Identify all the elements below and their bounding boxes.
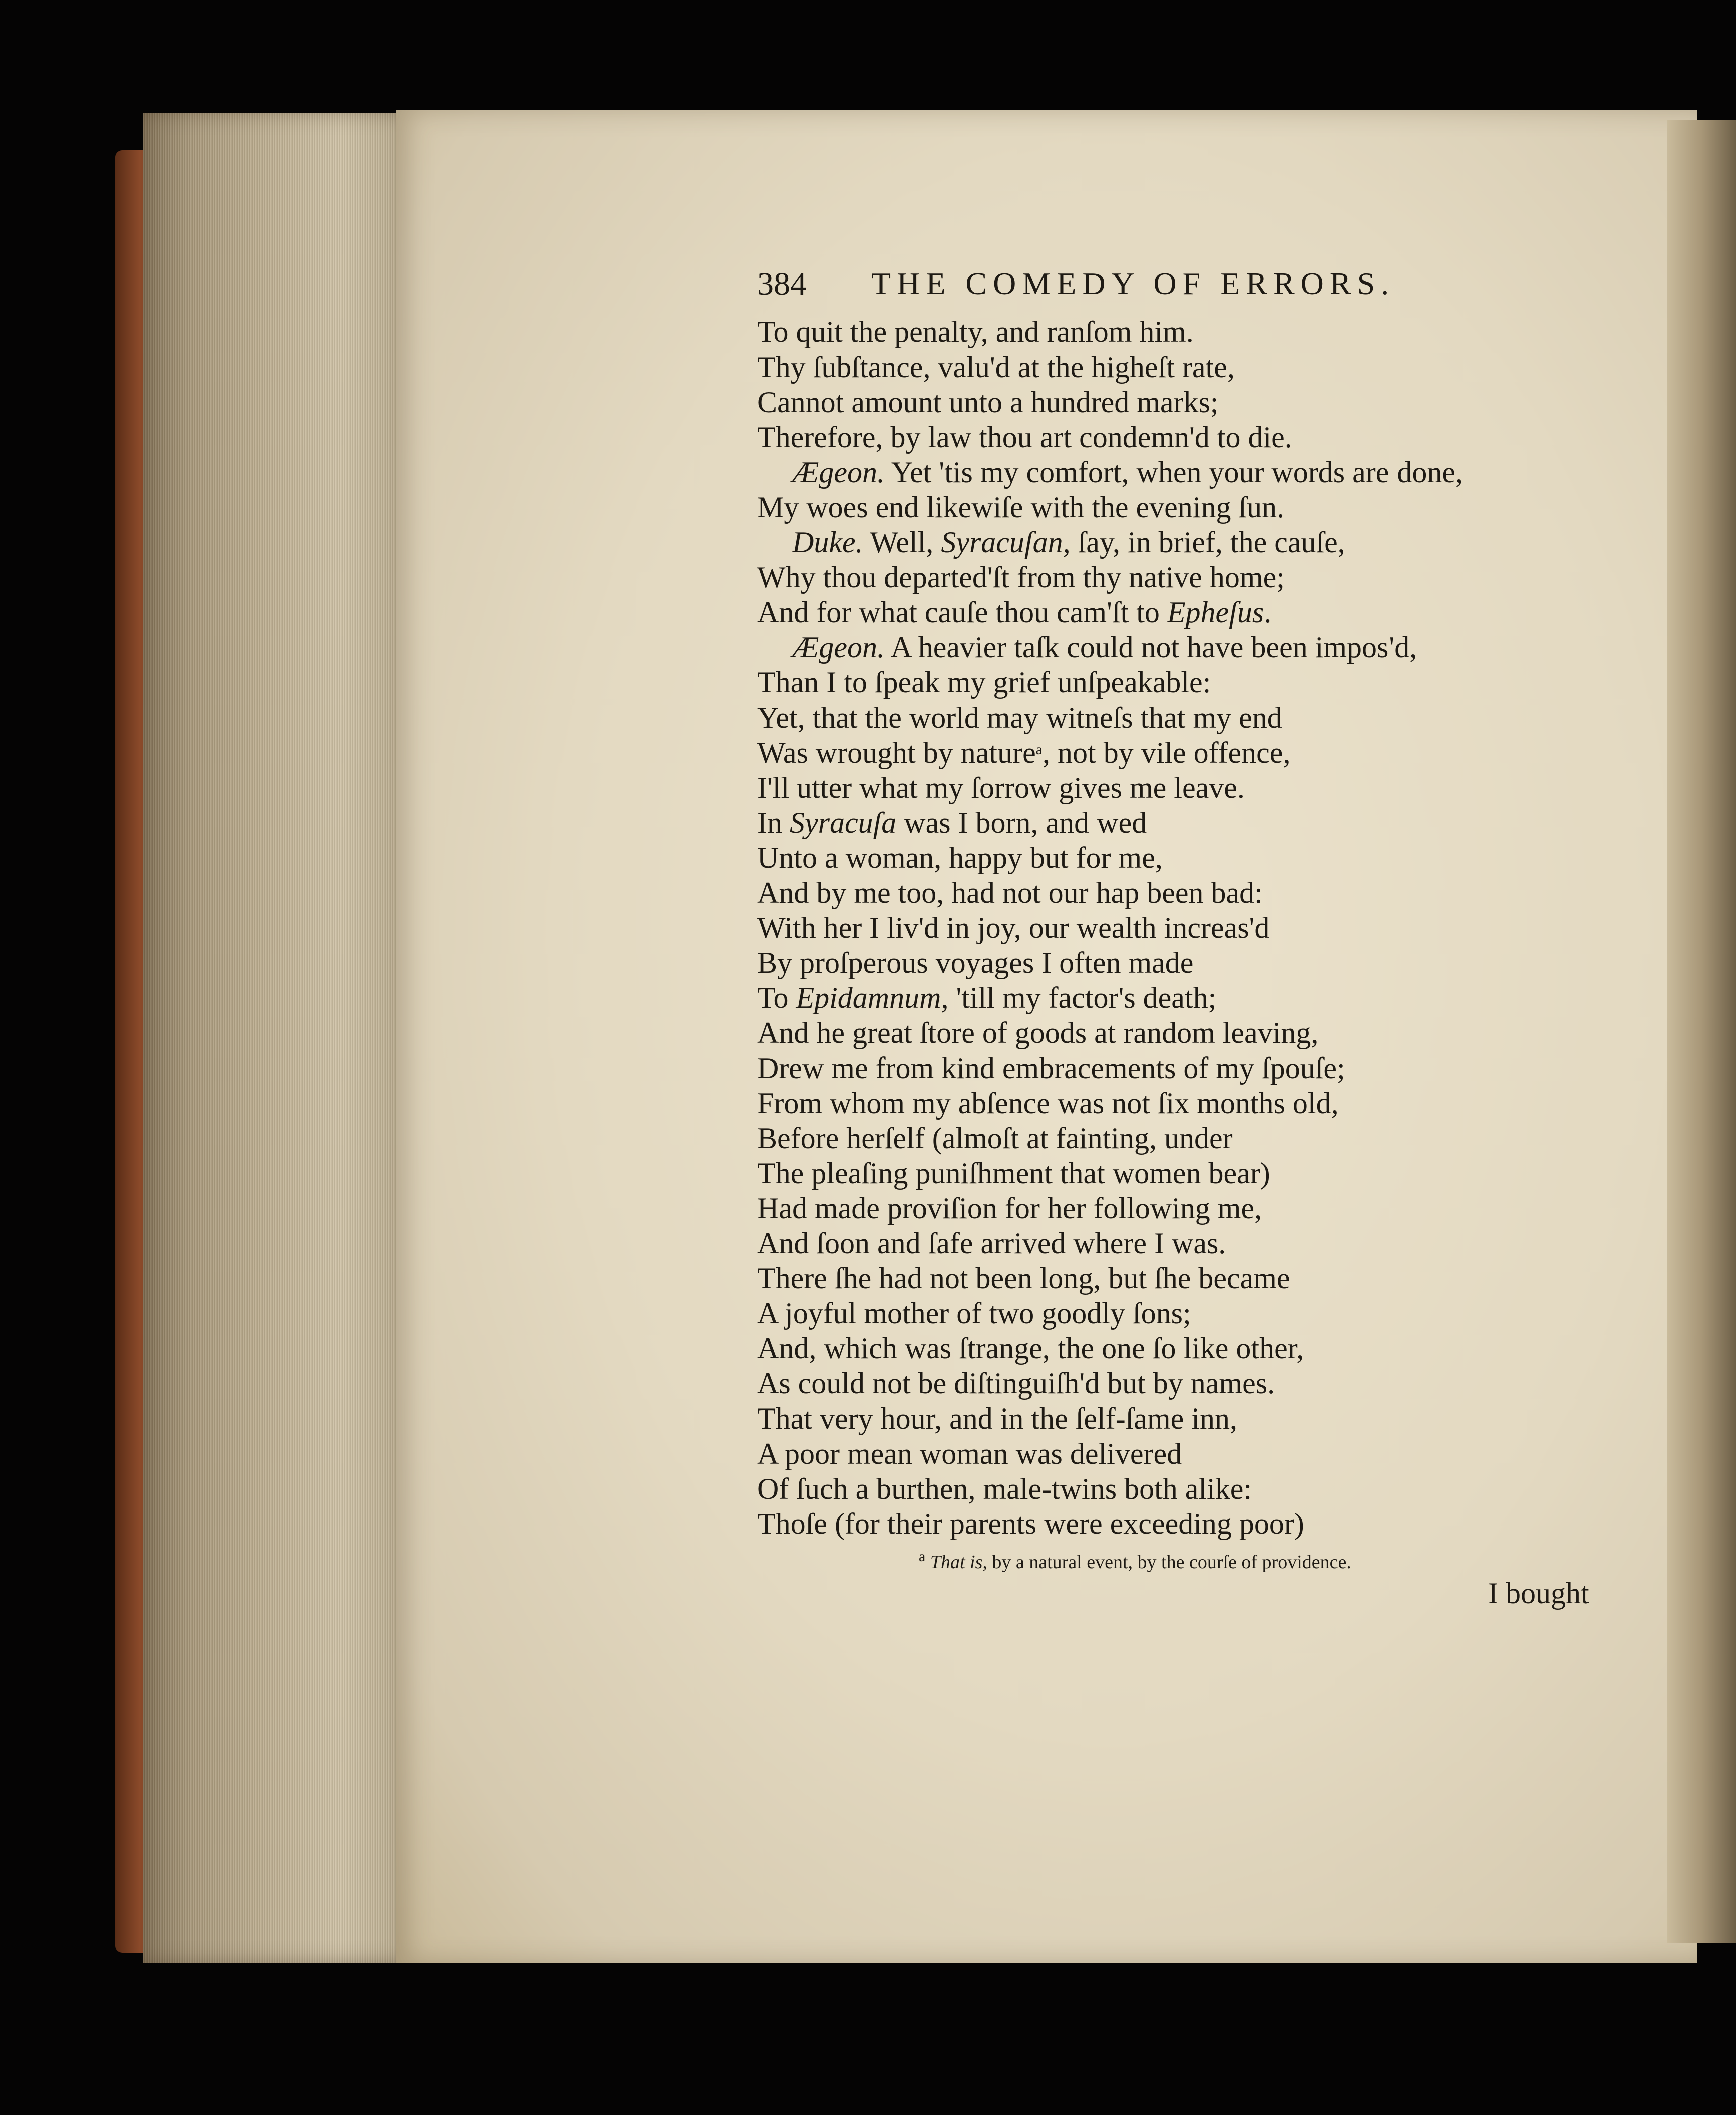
verse-line: My woes end likewiſe with the evening ſun. (757, 491, 1285, 524)
verse-line: A poor mean woman was delivered (757, 1437, 1182, 1470)
place-name: Epidamnum (796, 981, 941, 1014)
verse-text: , 'till my factor's death; (941, 981, 1217, 1014)
facing-page-gutter (1667, 120, 1736, 1943)
verse-line: I'll utter what my ſorrow gives me leave. (757, 771, 1245, 804)
verse-line: That very hour, and in the ſelf-ſame inn, (757, 1402, 1237, 1435)
verse-line: Thoſe (for their parents were exceeding poor) (757, 1507, 1304, 1540)
verse-text: , not by vile offence, (1043, 736, 1291, 769)
verse-line: Than I to ſpeak my grief unſpeakable: (757, 666, 1211, 699)
verse-text: Was wrought by nature (757, 736, 1036, 769)
verse-line: With her I liv'd in joy, our wealth increas'd (757, 911, 1270, 944)
verse-line: By proſperous voyages I often made (757, 946, 1194, 979)
footnote (919, 1548, 1351, 1573)
verse-line: Therefore, by law thou art condemn'd to die. (757, 421, 1292, 454)
verse-text: To (757, 981, 796, 1014)
page-edges (143, 113, 408, 1963)
speech-line (792, 630, 1417, 665)
verse-line: A joyful mother of two goodly ſons; (757, 1297, 1191, 1330)
verse-line: There ſhe had not been long, but ſhe became (757, 1262, 1290, 1295)
verse-line: Why thou departed'ſt from thy native home; (757, 561, 1285, 594)
place-name: Epheſus (1167, 596, 1264, 629)
page-number: 384 (757, 266, 807, 302)
verse-line: Before herſelf (almoſt at fainting, under (757, 1122, 1233, 1155)
verse-line: Had made proviſion for her following me, (757, 1192, 1262, 1225)
verse-line: And he great ſtore of goods at random leaving, (757, 1016, 1319, 1049)
verse-line: Of ſuch a burthen, male-twins both alike: (757, 1472, 1252, 1505)
speaker-name: Ægeon. (792, 631, 885, 664)
verse-line: And by me too, had not our hap been bad: (757, 876, 1263, 909)
speech-text: , ſay, in brief, the cauſe, (1063, 526, 1345, 559)
place-name: Syracuſa (789, 806, 897, 839)
running-title: THE COMEDY OF ERRORS. (871, 266, 1396, 301)
speaker-name: Duke. (792, 526, 863, 559)
verse-line (757, 735, 1290, 770)
verse-line: And, which was ſtrange, the one ſo like other, (757, 1332, 1304, 1365)
verse-line: From whom my abſence was not ſix months old, (757, 1087, 1339, 1120)
speech-text: A heavier taſk could not have been impos'd, (884, 631, 1417, 664)
verse-text: And for what cauſe thou cam'ſt to (757, 596, 1167, 629)
verse-line: Cannot amount unto a hundred marks; (757, 386, 1219, 419)
footnote-marker: a (1035, 741, 1043, 758)
verse-line: Drew me from kind embracements of my ſpouſe; (757, 1051, 1345, 1085)
verse-text: . (1264, 596, 1272, 629)
place-name: Syracuſan (941, 526, 1063, 559)
running-head (757, 265, 1508, 310)
catchword: I bought (1488, 1577, 1589, 1610)
speech-text: Well, (863, 526, 941, 559)
speech-text: Yet 'tis my comfort, when your words are done, (884, 456, 1463, 489)
verse-line (757, 595, 1271, 630)
verse-line: Thy ſubſtance, valu'd at the higheſt rate, (757, 350, 1235, 384)
speaker-name: Ægeon. (792, 456, 885, 489)
verse-line: The pleaſing puniſhment that women bear) (757, 1157, 1270, 1190)
verse-text: was I born, and wed (896, 806, 1147, 839)
speech-line (792, 455, 1463, 490)
footnote-lead: That is, (930, 1552, 987, 1573)
verse-line: To quit the penalty, and ranſom him. (757, 315, 1194, 348)
verse-line: Yet, that the world may witneſs that my end (757, 701, 1282, 734)
footnote-marker: a (919, 1548, 926, 1565)
verse-line: Unto a woman, happy but for me, (757, 841, 1163, 874)
verse-line: As could not be diſtinguiſh'd but by names. (757, 1367, 1275, 1400)
footnote-text: by a natural event, by the courſe of providence. (987, 1552, 1351, 1573)
verse-line (757, 805, 1147, 840)
verse-text: In (757, 806, 790, 839)
verse-line (757, 980, 1216, 1015)
verse-line: And ſoon and ſafe arrived where I was. (757, 1227, 1226, 1260)
speech-line (792, 525, 1345, 560)
